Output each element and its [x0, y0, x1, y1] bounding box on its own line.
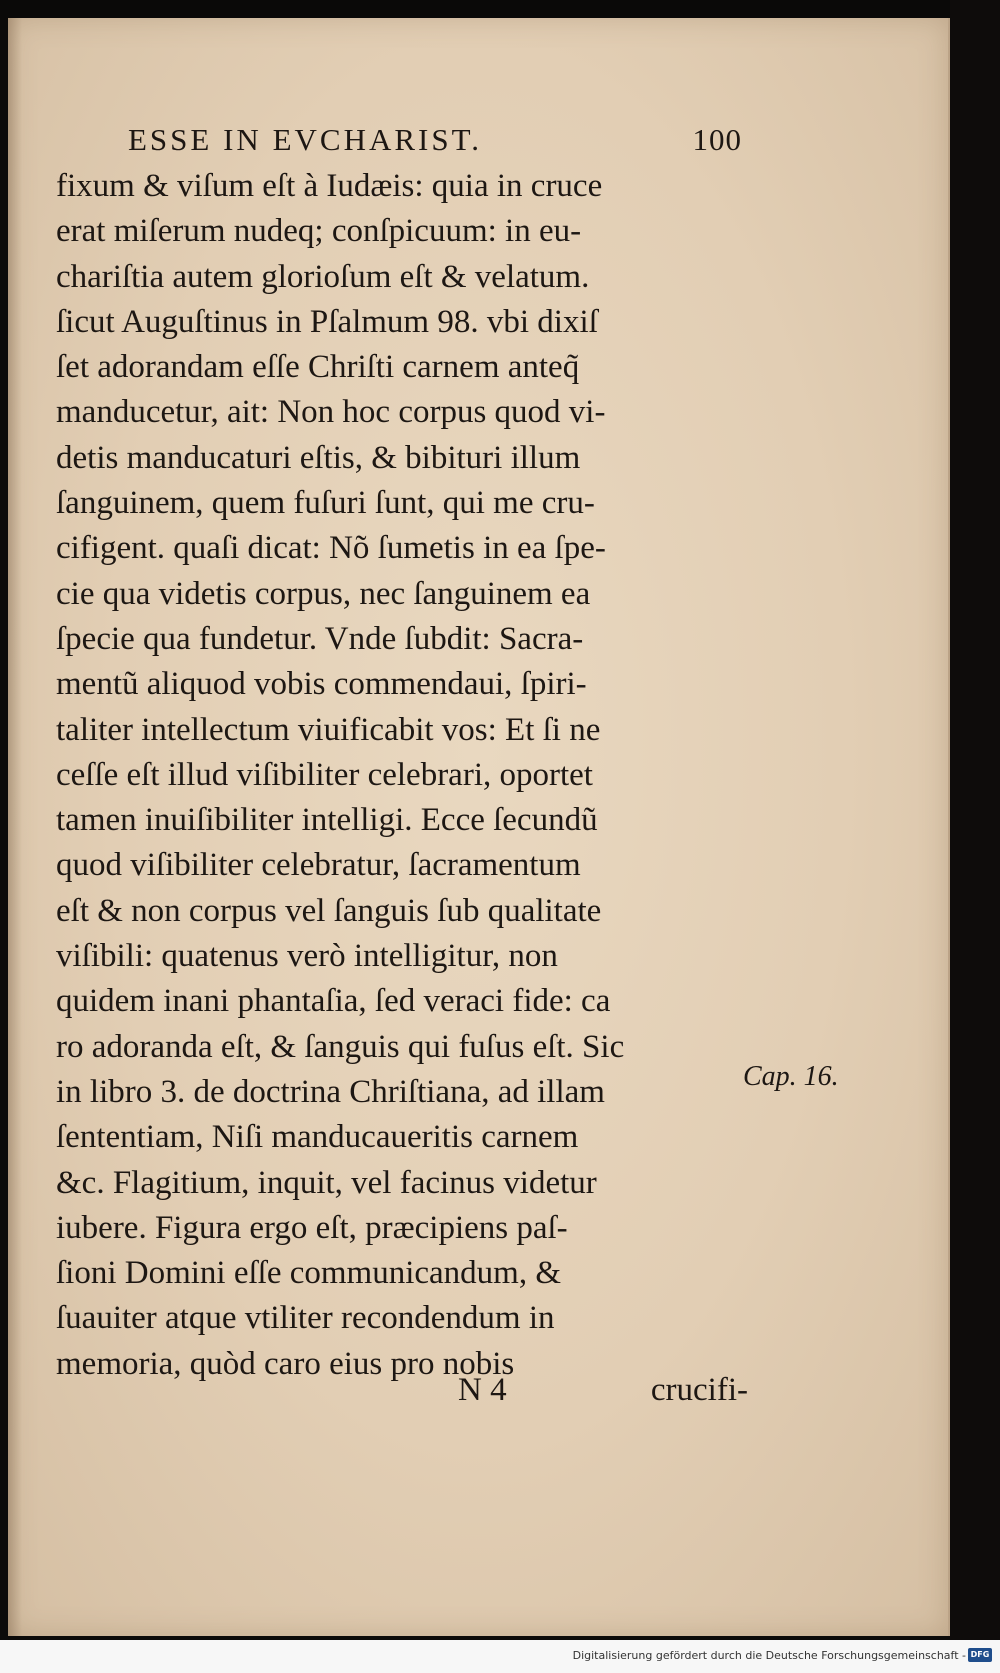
page-gutter: [8, 18, 22, 1636]
text-line: eſt & non corpus vel ſanguis ſub qualitate: [56, 892, 602, 929]
book-page: [8, 18, 950, 1636]
text-line: ſioni Domini eſſe communicandum, &: [56, 1255, 562, 1292]
text-line: ſententiam, Niſi manducaueritis carnem: [56, 1119, 579, 1156]
page-footer-line: [56, 1372, 756, 1422]
text-line: erat miſerum nudeq; conſpicuum: in eu-: [56, 213, 582, 250]
text-line: quod viſibiliter celebratur, ſacramentum: [56, 847, 581, 884]
text-line: tamen inuiſibiliter intelligi. Ecce ſecundũ: [56, 802, 598, 839]
text-line: detis manducaturi eſtis, & bibituri illum: [56, 439, 581, 476]
text-line: ſicut Auguſtinus in Pſalmum 98. vbi dixiſ: [56, 303, 598, 340]
text-line: ſanguinem, quem fuſuri ſunt, qui me cru-: [56, 485, 595, 522]
credit-bar: [0, 1640, 1000, 1673]
text-line: memoria, quòd caro eius pro nobis: [56, 1345, 515, 1382]
text-line: manducetur, ait: Non hoc corpus quod vi-: [56, 394, 606, 431]
text-line: mentũ aliquod vobis commendaui, ſpiri-: [56, 666, 587, 703]
dfg-logo-icon: DFG: [968, 1648, 992, 1662]
text-line: ro adoranda eſt, & ſanguis qui fuſus eſt. Sic: [56, 1028, 625, 1065]
text-line: ſet adorandam eſſe Chriſti carnem anteq̃: [56, 349, 580, 386]
text-line: ceſſe eſt illud viſibiliter celebrari, oportet: [56, 756, 593, 793]
digitization-credit: Digitalisierung gefördert durch die Deutsche Forschungsgemeinschaft -: [572, 1649, 966, 1662]
text-line: in libro 3. de doctrina Chriſtiana, ad illam: [56, 1073, 605, 1110]
text-line: taliter intellectum viuificabit vos: Et ſi ne: [56, 711, 601, 748]
signature-mark: N 4: [458, 1372, 507, 1408]
text-line: cifigent. quaſi dicat: Nõ ſumetis in ea ſpe-: [56, 530, 606, 567]
running-head: [56, 120, 756, 164]
catchword: crucifi-: [650, 1372, 748, 1408]
margin-note: Cap. 16.: [743, 1061, 839, 1092]
text-line: ſuauiter atque vtiliter recondendum in: [56, 1300, 555, 1337]
text-line: viſibili: quatenus verò intelligitur, non: [56, 938, 558, 975]
text-line: fixum & viſum eſt à Iudæis: quia in cruce: [56, 168, 603, 204]
text-line: cie qua videtis corpus, nec ſanguinem ea: [56, 575, 591, 612]
text-line: iubere. Figura ergo eſt, præcipiens paſ-: [56, 1209, 568, 1246]
scan-border-top: [0, 0, 1000, 20]
text-line: ſpecie qua fundetur. Vnde ſubdit: Sacra-: [56, 620, 584, 657]
text-line: &c. Flagitium, inquit, vel facinus videtur: [56, 1164, 597, 1201]
page-number: 100: [692, 122, 742, 157]
running-head-title: ESSE IN EVCHARIST.: [128, 122, 482, 157]
text-block: [56, 120, 756, 1387]
scan-border-right: [950, 0, 1000, 1640]
text-line: chariſtia autem glorioſum eſt & velatum.: [56, 258, 590, 295]
text-line: quidem inani phantaſia, ſed veraci fide: ca: [56, 983, 611, 1020]
text-lines: [56, 164, 756, 1387]
